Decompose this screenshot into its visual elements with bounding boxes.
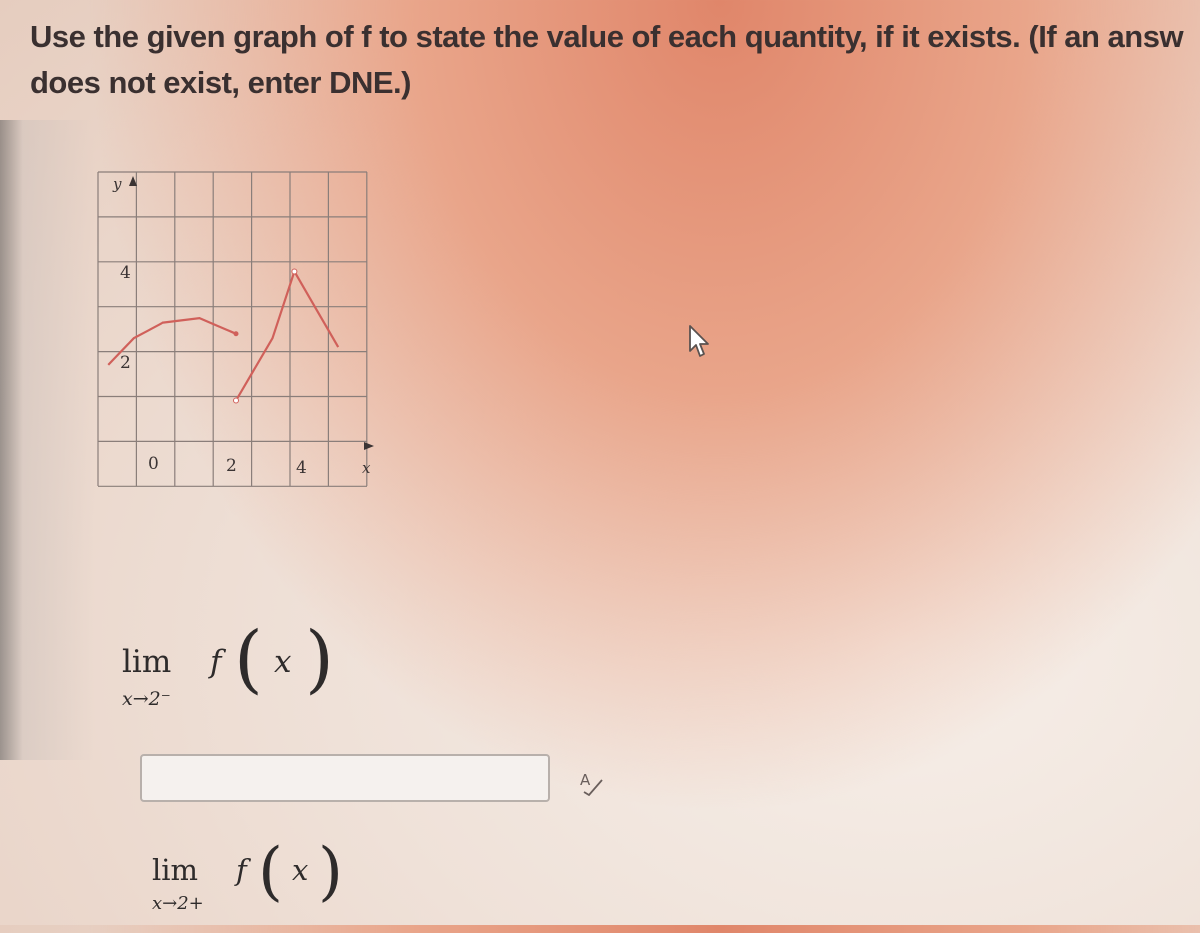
question-line-2: does not exist, enter DNE.) [30, 65, 411, 100]
svg-text:A: A [580, 771, 591, 789]
answer-input-left-limit[interactable] [140, 754, 550, 802]
right-paren: ) [318, 835, 343, 909]
limit-approach: x→2+ [152, 893, 204, 914]
spell-check-icon[interactable] [578, 770, 604, 796]
y-tick-2: 2 [120, 353, 131, 373]
x-tick-4: 4 [296, 458, 307, 478]
limit-expression-right [152, 835, 392, 933]
function-name: f [236, 853, 247, 887]
x-tick-2: 2 [226, 456, 237, 476]
graph-svg [96, 170, 376, 488]
point-x2-upper [234, 331, 239, 336]
x-axis-arrow [364, 442, 374, 450]
limit-approach: x→2⁻ [122, 688, 171, 710]
screen-bezel-shadow [0, 120, 95, 760]
y-tick-4: 4 [120, 263, 131, 283]
left-paren: ( [234, 616, 263, 702]
function-variable: x [292, 853, 309, 887]
point-peak [292, 269, 297, 274]
question-text [30, 14, 1200, 106]
lim-word: lim [122, 644, 172, 680]
mouse-pointer-icon [687, 323, 713, 361]
point-x2-lower [234, 398, 239, 403]
y-axis-label: y [113, 175, 122, 193]
x-tick-0: 0 [148, 454, 159, 474]
limit-expression-left [122, 616, 362, 734]
function-name: f [210, 644, 222, 680]
question-line-1: Use the given graph of f to state the value of each quantity, if it exists. (If an answ [30, 19, 1184, 54]
function-graph [96, 170, 376, 488]
lim-word: lim [152, 853, 199, 887]
left-paren: ( [258, 835, 283, 909]
x-axis-label: x [362, 459, 371, 477]
function-curve [108, 271, 338, 400]
right-paren: ) [305, 616, 334, 702]
function-variable: x [274, 644, 292, 680]
